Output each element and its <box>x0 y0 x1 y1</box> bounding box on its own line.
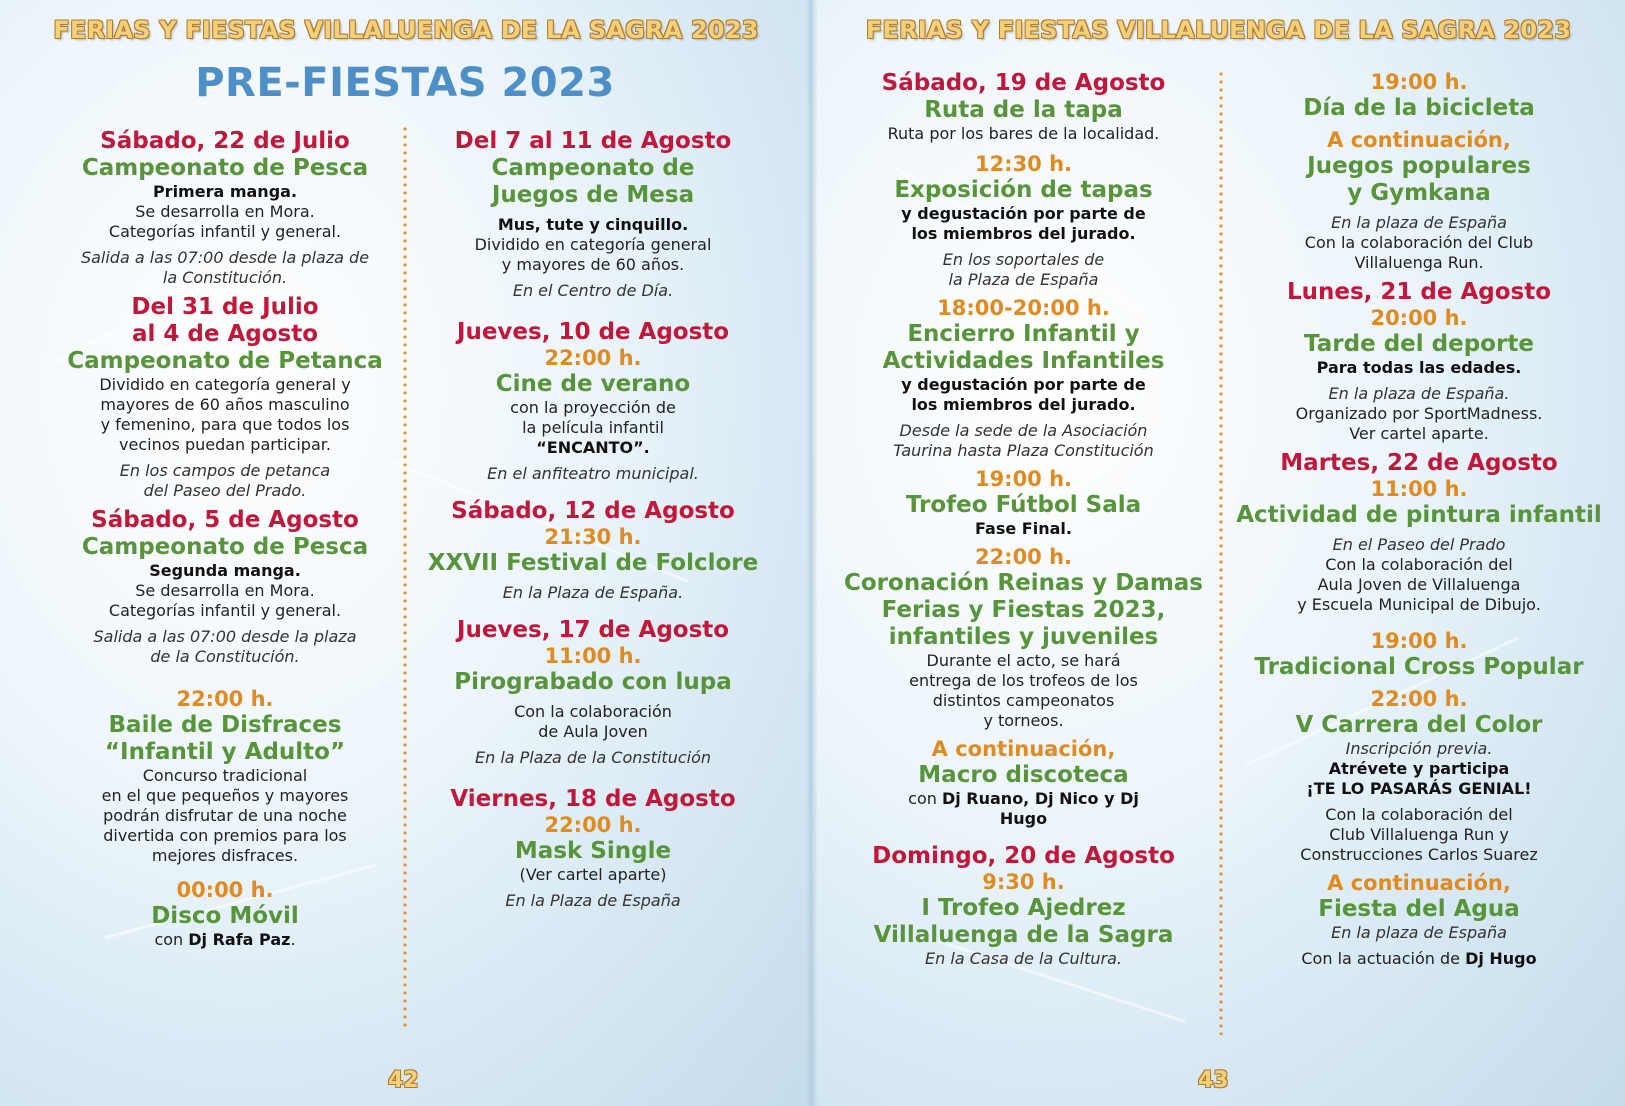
column-1 <box>40 128 410 950</box>
event-detail: entrega de los trofeos de los <box>909 671 1138 690</box>
event-title: infantiles y juveniles <box>888 624 1159 650</box>
event-title: Campeonato de <box>491 155 695 181</box>
event-detail: Ver cartel aparte. <box>1349 424 1489 443</box>
event-location: del Paseo del Prado. <box>143 481 307 500</box>
right-page <box>812 0 1625 1106</box>
event-subtitle: y degustación por parte de <box>901 204 1146 223</box>
event-time: 00:00 h. <box>176 878 274 902</box>
event-title: Villaluenga de la Sagra <box>873 922 1174 948</box>
event-detail: Concurso tradicional <box>142 766 308 785</box>
event-location: En la Plaza de España <box>505 891 681 910</box>
event-title: Disco Móvil <box>151 903 299 929</box>
event-location: Taurina hasta Plaza Constitución <box>893 441 1154 460</box>
event-detail: mayores de 60 años masculino <box>100 395 350 414</box>
event-title: Coronación Reinas y Damas <box>844 570 1203 596</box>
event-title: Tradicional Cross Popular <box>1254 654 1584 680</box>
event-subtitle: Para todas las edades. <box>1316 358 1522 377</box>
event-subtitle: los miembros del jurado. <box>911 395 1136 414</box>
event-date: Sábado, 5 de Agosto <box>91 507 359 533</box>
event-time: 19:00 h. <box>974 467 1073 491</box>
event-time: 22:00 h. <box>1370 687 1468 711</box>
event-subtitle: y degustación por parte de <box>901 375 1146 394</box>
event-detail: Con la actuación de Dj Hugo <box>1301 949 1537 968</box>
event-location: En la plaza de España. <box>1328 384 1510 403</box>
event-detail: Categorías infantil y general. <box>108 601 342 620</box>
page-header-right: FERIAS Y FIESTAS VILLALUENGA DE LA SAGRA 2023 <box>865 16 1572 44</box>
event-detail: y mayores de 60 años. <box>501 255 685 274</box>
event-detail: Construcciones Carlos Suarez <box>1300 845 1538 864</box>
event-detail: Con la colaboración del <box>1325 805 1513 824</box>
event-title: Tarde del deporte <box>1304 331 1534 357</box>
event-detail: Dividido en categoría general y <box>99 375 351 394</box>
event-subtitle: “ENCANTO”. <box>536 438 650 457</box>
event-title: Cine de verano <box>495 371 691 397</box>
event-date: Martes, 22 de Agosto <box>1280 450 1558 476</box>
event-time: 20:00 h. <box>1370 306 1468 330</box>
event-detail: Se desarrolla en Mora. <box>135 581 315 600</box>
event-title: XXVII Festival de Folclore <box>427 550 759 576</box>
event-location: En los campos de petanca <box>119 461 331 480</box>
event-subtitle: Mus, tute y cinquillo. <box>497 215 689 234</box>
event-location: Salida a las 07:00 desde la plaza <box>93 627 357 646</box>
event-detail: Hugo <box>999 809 1048 828</box>
left-page <box>0 0 812 1106</box>
event-title: Pirograbado con lupa <box>454 669 732 695</box>
event-detail: Inscripción previa. <box>1345 739 1493 758</box>
event-location: la Constitución. <box>162 268 288 287</box>
event-subtitle: los miembros del jurado. <box>911 224 1136 243</box>
event-detail: Villaluenga Run. <box>1354 253 1484 272</box>
event-location: Desde la sede de la Asociación <box>899 421 1148 440</box>
event-time: 19:00 h. <box>1370 70 1468 94</box>
event-detail: Aula Joven de Villaluenga <box>1317 575 1521 594</box>
event-date: Jueves, 17 de Agosto <box>456 617 730 643</box>
event-time: A continuación, <box>931 737 1116 761</box>
event-time: A continuación, <box>1327 871 1511 895</box>
event-title: Campeonato de Pesca <box>81 155 369 181</box>
event-subtitle: Segunda manga. <box>149 561 301 580</box>
event-subtitle: ¡TE LO PASARÁS GENIAL! <box>1306 779 1532 798</box>
event-date: Del 31 de Julio <box>131 294 319 320</box>
event-title: Macro discoteca <box>918 762 1129 788</box>
event-location: la Plaza de España <box>948 270 1099 289</box>
event-title: Ferias y Fiestas 2023, <box>881 597 1166 623</box>
event-title: Actividades Infantiles <box>882 348 1165 374</box>
event-time: 11:00 h. <box>1370 477 1468 501</box>
event-location: En la Casa de la Cultura. <box>925 949 1122 968</box>
event-detail: y femenino, para que todos los <box>100 415 350 434</box>
event-date: al 4 de Agosto <box>131 321 319 347</box>
event-detail: distintos campeonatos <box>932 691 1115 710</box>
event-title: V Carrera del Color <box>1295 712 1543 738</box>
event-time: 22:00 h. <box>544 346 642 370</box>
event-title: Juegos de Mesa <box>491 182 695 208</box>
event-title: Juegos populares <box>1307 153 1531 179</box>
event-detail: Con la colaboración del <box>1325 555 1513 574</box>
event-date: Lunes, 21 de Agosto <box>1286 279 1552 305</box>
event-time: 12:30 h. <box>974 152 1073 176</box>
event-detail: con Dj Ruano, Dj Nico y Dj <box>908 789 1139 808</box>
column-3 <box>836 70 1211 969</box>
event-detail: de Aula Joven <box>538 722 648 741</box>
event-date: Domingo, 20 de Agosto <box>872 843 1175 869</box>
event-detail: mejores disfraces. <box>151 846 299 865</box>
event-detail: Se desarrolla en Mora. <box>135 202 315 221</box>
event-date: Del 7 al 11 de Agosto <box>454 128 732 154</box>
event-detail: Categorías infantil y general. <box>108 222 342 241</box>
event-subtitle: Primera manga. <box>152 182 298 201</box>
event-detail: (Ver cartel aparte) <box>519 865 667 884</box>
event-title: y Gymkana <box>1347 180 1491 206</box>
event-subtitle: Fase Final. <box>975 519 1072 538</box>
event-title: Actividad de pintura infantil <box>1236 502 1602 528</box>
page-header-left: FERIAS Y FIESTAS VILLALUENGA DE LA SAGRA 2023 <box>53 16 759 44</box>
event-title: I Trofeo Ajedrez <box>921 895 1126 921</box>
event-time: 11:00 h. <box>544 644 642 668</box>
event-time: 9:30 h. <box>982 870 1065 894</box>
event-location: En la Plaza de la Constitución <box>474 748 712 767</box>
event-time: 22:00 h. <box>176 687 274 711</box>
event-date: Sábado, 19 de Agosto <box>881 70 1166 96</box>
column-divider <box>1218 70 1224 1035</box>
page-number-left: 42 <box>388 1068 419 1093</box>
column-2 <box>418 128 768 911</box>
event-detail: en el que pequeños y mayores <box>101 786 349 805</box>
event-detail: la película infantil <box>522 418 664 437</box>
event-detail: Con la colaboración <box>514 702 672 721</box>
event-location: En los soportales de <box>942 250 1105 269</box>
event-detail: Dividido en categoría general <box>474 235 712 254</box>
event-title: Trofeo Fútbol Sala <box>905 492 1142 518</box>
event-detail: y torneos. <box>983 711 1064 730</box>
column-divider <box>402 125 408 1030</box>
event-detail: con la proyección de <box>510 398 676 417</box>
event-detail: divertida con premios para los <box>103 826 347 845</box>
event-detail: y Escuela Municipal de Dibujo. <box>1297 595 1541 614</box>
event-time: 18:00-20:00 h. <box>937 296 1110 320</box>
event-detail: con Dj Rafa Paz. <box>154 930 296 949</box>
event-detail: Ruta por los bares de la localidad. <box>887 124 1160 143</box>
event-title: Baile de Disfraces <box>108 712 342 738</box>
event-time: 19:00 h. <box>1370 629 1468 653</box>
event-time: A continuación, <box>1327 128 1511 152</box>
event-detail: podrán disfrutar de una noche <box>103 806 347 825</box>
event-title: Fiesta del Agua <box>1318 896 1520 922</box>
event-location: En la Plaza de España. <box>502 583 684 602</box>
event-date: Sábado, 22 de Julio <box>100 128 350 154</box>
event-title: Mask Single <box>514 838 672 864</box>
event-location: En la plaza de España <box>1331 213 1507 232</box>
page-number-right: 43 <box>1198 1068 1229 1093</box>
event-title: Campeonato de Petanca <box>67 348 383 374</box>
column-4 <box>1234 70 1604 969</box>
event-detail: Durante el acto, se hará <box>926 651 1121 670</box>
event-detail: vecinos puedan participar. <box>119 435 331 454</box>
event-title: Campeonato de Pesca <box>81 534 369 560</box>
event-subtitle: Atrévete y participa <box>1328 759 1510 778</box>
page-gutter <box>806 0 818 1106</box>
event-detail: Con la colaboración del Club <box>1304 233 1534 252</box>
event-location: En el Centro de Día. <box>512 281 674 300</box>
event-date: Jueves, 10 de Agosto <box>456 319 730 345</box>
event-title: “Infantil y Adulto” <box>104 739 346 765</box>
event-location: Salida a las 07:00 desde la plaza de <box>80 248 370 267</box>
event-title: Exposición de tapas <box>894 177 1153 203</box>
event-detail: Organizado por SportMadness. <box>1295 404 1543 423</box>
event-title: Encierro Infantil y <box>907 321 1140 347</box>
event-location: En la plaza de España <box>1331 923 1507 942</box>
event-location: En el anfiteatro municipal. <box>487 464 699 483</box>
pre-fiestas-title: PRE-FIESTAS 2023 <box>195 60 615 106</box>
event-title: Día de la bicicleta <box>1303 95 1535 121</box>
event-location: En el Paseo del Prado <box>1332 535 1506 554</box>
event-time: 21:30 h. <box>544 525 642 549</box>
event-time: 22:00 h. <box>974 545 1073 569</box>
event-location: de la Constitución. <box>150 647 300 666</box>
event-time: 22:00 h. <box>544 813 642 837</box>
event-detail: Club Villaluenga Run y <box>1329 825 1509 844</box>
event-date: Viernes, 18 de Agosto <box>450 786 736 812</box>
event-date: Sábado, 12 de Agosto <box>451 498 735 524</box>
event-title: Ruta de la tapa <box>924 97 1123 123</box>
